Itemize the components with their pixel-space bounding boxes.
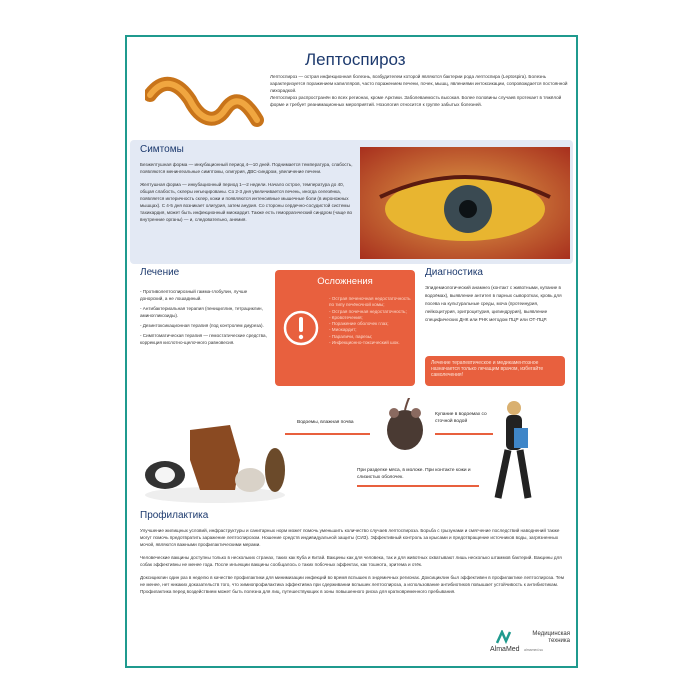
intro-paragraph: Лептоспироз распространён во всех регионах, кроме Арктики. Заболеваемость высокая. Более половины случаев протекает в тяжёлой форме и требует реанимационных мероприятий. Нозология относится к группе забытых болезней.: [270, 95, 562, 107]
almamed-logo: [490, 630, 570, 664]
complications-box: [275, 270, 415, 386]
complication-item: - Поражение оболочек глаз;: [329, 321, 389, 327]
arrow-right: [357, 485, 479, 487]
diagnostics-section: [425, 267, 568, 324]
complication-item: - Кровотечения;: [329, 314, 363, 320]
complications-list: [329, 296, 413, 346]
prevention-paragraph: Улучшение жилищных условий, инфраструктуры и санитарных норм может помочь уменьшить количество случаев лептоспироза. Борьба с грызунами и смягчение последствий наводнений также могут помочь предотвратить заражение лептоспирозом. Ношение средств индивидуальной защиты (СИЗ). Эффективный контроль за крысами и предотвращение источников воды, загрязненных мочой, являются важными профилактическими мерами.: [140, 528, 560, 547]
treatment-heading: Лечение: [140, 267, 180, 278]
complication-item: - Инфекционно-токсический шок.: [329, 340, 400, 346]
self-treatment-warning: Лечение терапевтическое и медикаментозное назначается только лечащим врачом, избегайте самолечения!: [425, 356, 565, 386]
bathing-label: Купание в водоемах со сточной водой: [435, 412, 487, 424]
logo-icon: [496, 630, 512, 644]
animals-image: [140, 400, 290, 505]
logo-tagline: [516, 631, 570, 644]
intro-text: [270, 73, 572, 108]
symptoms-paragraph: Желтушная форма — инкубационный период 1—2 недели. Начало острое, температура до 40, общая слабость, склеры инъецированы. Со 2-3 дня увеличивается печень, иногда селезёнка, появляется иктеричность склер, кожи и появляются интенсивные мышечные боли (в икроножных мышцах). С 4-5 дня возникает олигурия, затем анурия. Со стороны сердечно-сосудистой системы тахикардия, может быть инфекционный миокардит. Также есть геморрагический синдром (чаще во внутренние органы) — и, следовательно, анемия.: [140, 182, 353, 222]
logo-brand: AlmaMed: [490, 646, 520, 653]
symptoms-section: [140, 144, 355, 223]
logo-site: almamed.su: [524, 648, 544, 652]
complication-item: - Острая печеночная недостаточность по типу печёночной комы;: [329, 296, 411, 308]
treatment-item: - Дезинтоксикационная терапия (под контролем диуреза).: [140, 323, 264, 328]
treatment-item: - Симптоматическая терапия — гемостатические средства, коррекция кислотно-щелочного равновесия.: [140, 333, 267, 345]
prevention-section: [140, 510, 570, 595]
prevention-paragraph: Человеческие вакцины доступны только в нескольких странах, таких как Куба и Китай. Вакцины как для человека, так и для животных охватывают лишь несколько штаммов бактерий. Вакцины для собак эффективны не менее года. После инъекции вакцины сообщалось о таких побочных эффектах, как тошнота, эритема и отёк.: [140, 555, 562, 567]
prevention-paragraph: Доксициклин один раз в неделю в качестве профилактики для минимизации инфекций во время вспышек в эндемичных регионах. Доксициклин был эффективен в профилактике лептоспироза. Тем не менее, нет никаких доказательств того, что химиопрофилактика эффективна при сдерживании вспышек лептоспироза, а использование антибиотиков повышает устойчивость к антибиотикам. Профилактика перед воздействием может быть полезна для лиц, путешествующих в зоны повышенного риска для кратковременного пребывания.: [140, 575, 565, 594]
arrow-right: [435, 433, 493, 435]
intro-paragraph: Лептоспироз — острая инфекционная болезнь, возбудителем которой являются бактерии рода лептоспира (Leptospira). Болезнь характеризуется поражением капилляров, часто поражением печени, почек, мышц, явлениями интоксикации, сопровождается постоянной лихорадкой.: [270, 74, 568, 93]
arrow-left: [285, 433, 370, 435]
complication-item: - Параличи, парезы;: [329, 333, 373, 339]
diagnostics-text: Эпидемиологический анамнез (контакт с животными, купание в водоёмах), выявление антител в парных сыворотках, кровь для посева на культуральные среды, моча (протеинурия, лейкоцитурия, эритроцитурия, цилиндрурия), выявление специфических ДНК или РНК методом ПЦР или ОТ-ПЦР.: [425, 285, 562, 322]
symptoms-heading: Симтомы: [140, 144, 184, 155]
bacterium-image: [145, 75, 265, 135]
logo-line: техника: [548, 637, 570, 644]
meat-label: При разделке мяса, в молоке. При контакте кожи и слизистых оболочек.: [357, 468, 471, 480]
complications-heading: Осложнения: [317, 276, 373, 287]
treatment-item: - Антибактериальная терапия (пенициллин, тетрациклин, аминогликозиды).: [140, 306, 263, 318]
rat-image: [380, 398, 430, 458]
warning-icon: [283, 310, 319, 346]
complication-item: - Острая почечная недостаточность;: [329, 308, 407, 314]
logo-line: Медицинская: [532, 631, 570, 637]
complication-item: - Миокардит;: [329, 327, 357, 333]
symptoms-paragraph: Безжелтушная форма — инкубационный период 4—10 дней. Поднимается температура, слабость, появляются менингеальные симптомы, олигурия, ДВС-синдром, увеличение печени.: [140, 162, 353, 174]
treatment-section: [140, 267, 270, 346]
prevention-heading: Профилактика: [140, 510, 209, 521]
eye-image: [360, 147, 570, 259]
treatment-item: - Противолептоспирозный гамма-глобулин, лучше донорский, а не лошадиный.: [140, 289, 248, 301]
page-title: Лептоспироз: [305, 50, 406, 69]
water-label: Водоемы, влажная почва: [297, 420, 354, 425]
diagnostics-heading: Диагностика: [425, 267, 483, 278]
